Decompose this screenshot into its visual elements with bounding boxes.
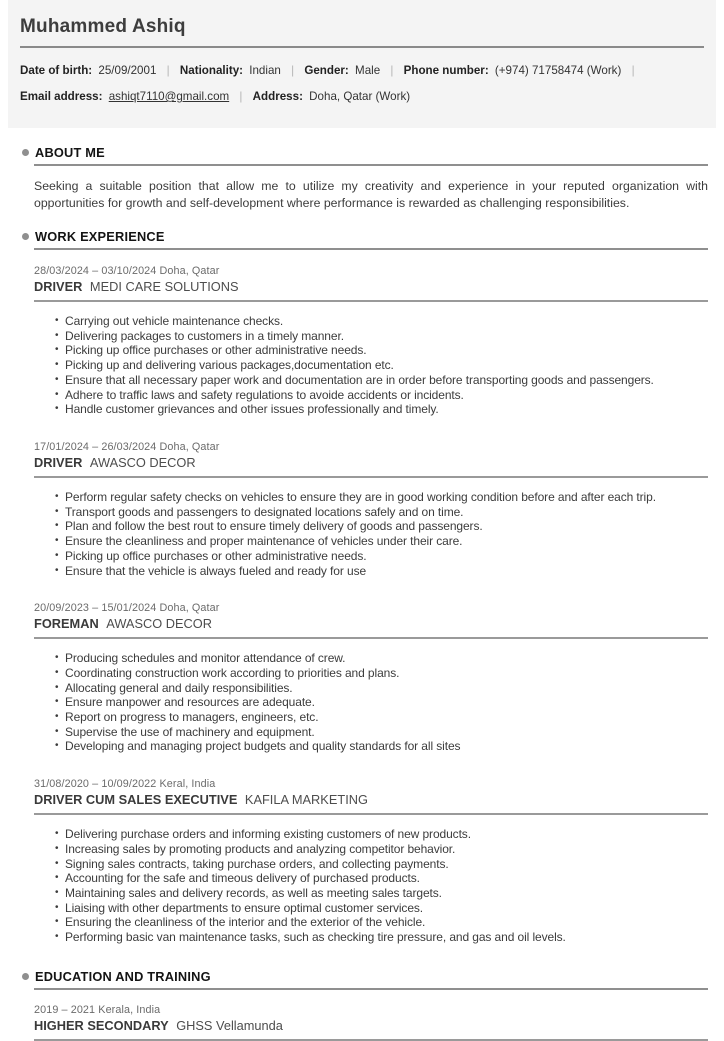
section-rule [34,988,708,990]
entry-title [34,455,708,470]
entry-company: AWASCO DECOR [89,454,196,470]
nationality-value: Indian [249,64,281,77]
duty-item: • Plan and follow the best rout to ensure timely delivery of goods and passengers. [55,519,708,534]
separator: | [291,64,295,77]
job-entry [34,441,708,578]
entry-degree: HIGHER SECONDARY [34,1017,169,1033]
section-rule [34,164,708,166]
header-panel [8,0,716,128]
entry-rule [34,300,708,302]
duty-item: • Carrying out vehicle maintenance checks. [55,314,708,329]
separator: | [166,64,170,77]
duty-item: • Ensure manpower and resources are adequate. [55,695,708,710]
duty-item: • Increasing sales by promoting products and analyzing competitor behavior. [55,842,708,857]
section-bullet-icon [22,233,29,240]
education-entry [34,1004,708,1041]
phone-label: Phone number: [403,64,489,77]
person-name: Muhammed Ashiq [20,16,186,37]
entry-institution: GHSS Vellamunda [176,1017,283,1033]
dob-value: 25/09/2001 [98,64,157,77]
duty-item: • Supervise the use of machinery and equipment. [55,725,708,740]
entry-title [34,279,708,294]
entry-date: 20/09/2023 – 15/01/2024 [34,602,157,615]
separator: | [631,64,635,77]
duty-item: • Ensure the cleanliness and proper maintenance of vehicles under their care. [55,534,708,549]
duty-item: • Handle customer grievances and other issues professionally and timely. [55,402,708,417]
section-bullet-icon [22,149,29,156]
section-about [0,145,724,212]
about-heading-label: ABOUT ME [35,145,105,161]
entry-location: Doha, Qatar [159,440,220,453]
section-work-experience [0,229,724,945]
gender-value: Male [355,64,381,77]
duty-item: • Signing sales contracts, taking purchase orders, and collecting payments. [55,857,708,872]
entry-date: 31/08/2020 – 10/09/2022 [34,778,157,791]
duty-item: • Coordinating construction work according to priorities and plans. [55,666,708,681]
duty-item: • Performing basic van maintenance tasks, such as checking tire pressure, and gas and oil levels. [55,930,708,945]
duty-item: • Allocating general and daily responsibilities. [55,681,708,696]
duty-list [34,490,708,578]
entry-title [34,616,708,631]
entry-rule [34,476,708,478]
duty-item: • Ensure that all necessary paper work and documentation are in order before transporting goods and passengers. [55,373,708,388]
duty-item: • Perform regular safety checks on vehicles to ensure they are in good working condition before and after each trip. [55,490,708,505]
about-text: Seeking a suitable position that allow me to utilize my creativity and experience in your reputed organization with opportunities for growth and self-development where performance is rewarded as challenging responsibilities. [34,179,708,211]
duty-item: • Producing schedules and monitor attendance of crew. [55,651,708,666]
section-rule [34,248,708,250]
duty-item: • Developing and managing project budgets and quality standards for all sites [55,739,708,754]
entry-title [34,1018,708,1033]
duty-item: • Liaising with other departments to ensure optimal customer services. [55,901,708,916]
entry-meta [34,778,708,790]
education-heading [22,969,724,984]
personal-info-line-2 [20,89,704,104]
entry-location: Keral, India [159,778,216,791]
entry-date: 17/01/2024 – 26/03/2024 [34,440,157,453]
address-value: Doha, Qatar (Work) [309,90,411,104]
job-entry [34,602,708,754]
section-education [0,969,724,1041]
entry-company: KAFILA MARKETING [244,792,368,808]
entry-rule [34,1039,708,1041]
entry-location: Doha, Qatar [159,602,220,615]
job-entry [34,778,708,945]
entry-location: Kerala, India [98,1003,161,1016]
entry-meta [34,1004,708,1016]
phone-value: (+974) 71758474 (Work) [494,64,622,77]
duty-item: • Ensuring the cleanliness of the interior and the exterior of the vehicle. [55,915,708,930]
entry-meta [34,265,708,277]
duty-item: • Picking up office purchases or other administrative needs. [55,343,708,358]
entry-role: DRIVER CUM SALES EXECUTIVE [34,792,238,808]
duty-item: • Ensure that the vehicle is always fueled and ready for use [55,564,708,579]
gender-label: Gender: [304,64,349,77]
job-entry [34,265,708,417]
entry-date: 2019 – 2021 [34,1003,96,1016]
entry-rule [34,813,708,815]
entry-company: AWASCO DECOR [106,616,212,632]
entry-company: MEDI CARE SOLUTIONS [89,279,239,295]
personal-info-line-1 [20,63,704,78]
separator: | [390,64,394,77]
nationality-label: Nationality: [179,64,244,77]
duty-item: • Maintaining sales and delivery records, as well as meeting sales targets. [55,886,708,901]
dob-label: Date of birth: [20,64,93,77]
section-bullet-icon [22,973,29,980]
entry-title [34,792,708,807]
about-heading [22,145,724,160]
email-label: Email address: [20,90,103,104]
name-divider [20,46,704,48]
duty-item: • Report on progress to managers, engineers, etc. [55,710,708,725]
duty-item: • Accounting for the safe and timeous delivery of purchased products. [55,871,708,886]
duty-item: • Delivering purchase orders and informing existing customers of new products. [55,827,708,842]
entry-location: Doha, Qatar [159,265,220,278]
entry-role: FOREMAN [34,616,99,632]
separator: | [239,90,243,104]
duty-item: • Picking up and delivering various packages,documentation etc. [55,358,708,373]
entry-role: DRIVER [34,454,83,470]
address-label: Address: [252,90,303,104]
duty-item: • Picking up office purchases or other administrative needs. [55,549,708,564]
duty-item: • Transport goods and passengers to designated locations safely and on time. [55,505,708,520]
email-link[interactable]: ashiqt7110@gmail.com [108,90,230,104]
entry-role: DRIVER [34,279,83,295]
duty-item: • Adhere to traffic laws and safety regulations to avoide accidents or incidents. [55,388,708,403]
duty-list [34,651,708,754]
work-heading-label: WORK EXPERIENCE [35,229,165,245]
duty-list [34,314,708,417]
entry-rule [34,637,708,639]
duty-list [34,827,708,945]
education-heading-label: EDUCATION AND TRAINING [35,968,211,984]
entry-meta [34,441,708,453]
entry-date: 28/03/2024 – 03/10/2024 [34,265,157,278]
work-heading [22,229,724,244]
duty-item: • Delivering packages to customers in a timely manner. [55,329,708,344]
entry-meta [34,602,708,614]
